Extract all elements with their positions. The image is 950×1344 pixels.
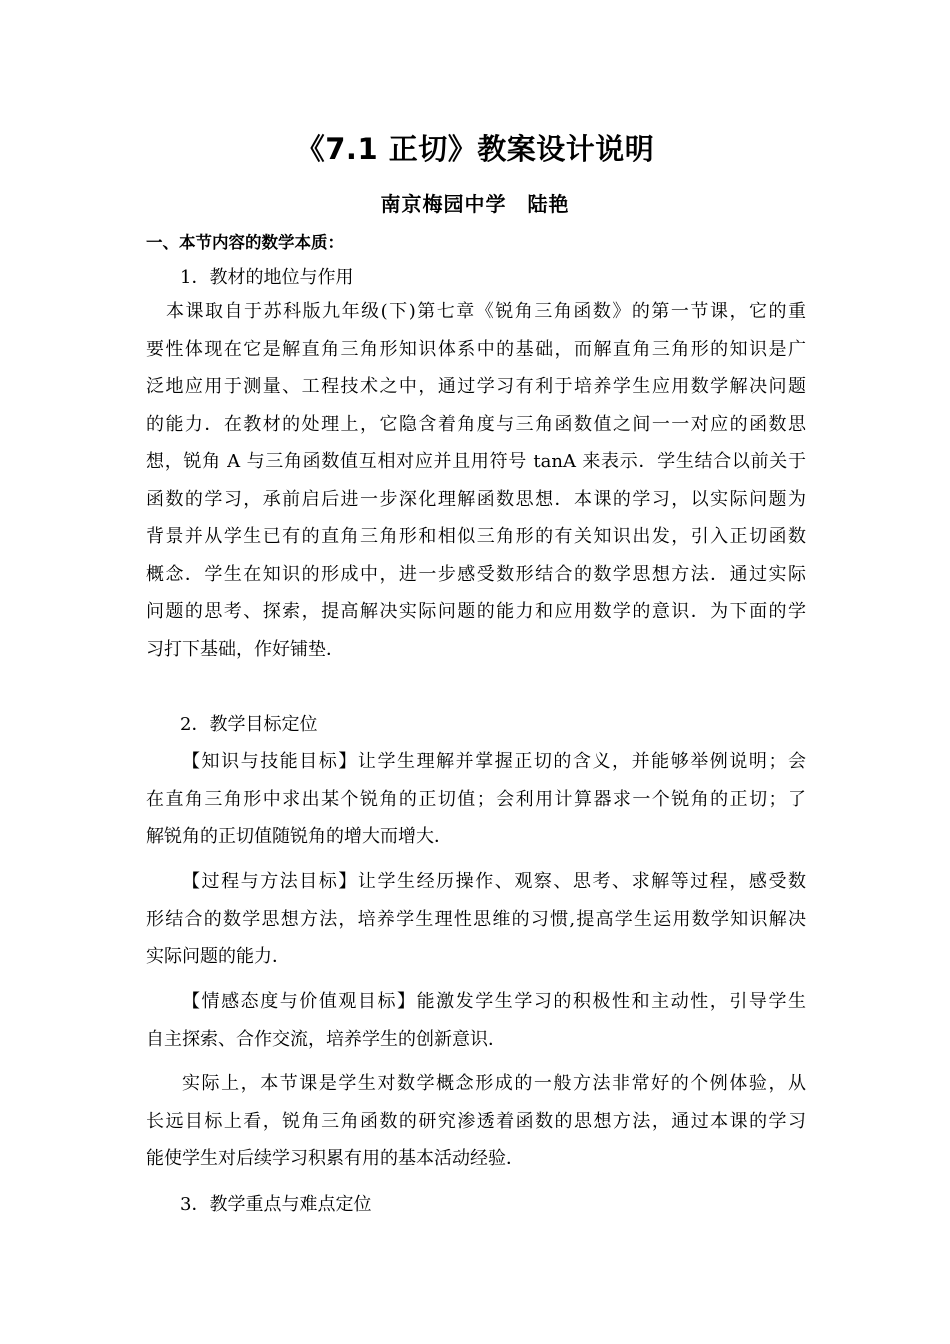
paragraph-line: 泛地应用于测量、工程技术之中，通过学习有利于培养学生应用数学解决问题: [146, 376, 806, 397]
subheading-teaching-goals: 2．教学目标定位: [180, 714, 318, 735]
subheading-textbook-role: 1．教材的地位与作用: [180, 267, 354, 288]
section-heading: 一、本节内容的数学本质：: [146, 233, 344, 252]
paragraph-line: 在直角三角形中求出某个锐角的正切值；会利用计算器求一个锐角的正切；了: [146, 788, 806, 810]
paragraph-attitude-goal: [146, 983, 806, 1058]
paragraph-line: 问题的思考、探索，提高解决实际问题的能力和应用数学的意识．为下面的学: [146, 601, 806, 622]
paragraph-line: 函数的学习，承前启后进一步深化理解函数思想．本课的学习，以实际问题为: [146, 488, 806, 510]
paragraph-line: 能使学生对后续学习积累有用的基本活动经验．: [146, 1148, 524, 1169]
subheading-key-points: 3．教学重点与难点定位: [180, 1194, 372, 1215]
paragraph-line: 实际上，本节课是学生对数学概念形成的一般方法非常好的个例体验，从: [182, 1073, 806, 1094]
paragraph-line: 【情感态度与价值观目标】能激发学生学习的积极性和主动性，引导学生: [182, 991, 806, 1012]
paragraph-line: 形结合的数学思想方法，培养学生理性思维的习惯,提高学生运用数学知识解决: [146, 908, 806, 930]
paragraph-summary: [146, 1065, 806, 1178]
paragraph-knowledge-goal: [146, 743, 806, 856]
paragraph-line: 长远目标上看，锐角三角函数的研究渗透着函数的思想方法，通过本课的学习: [146, 1110, 806, 1132]
paragraph-line: 实际问题的能力．: [146, 946, 290, 967]
paragraph-line: 背景并从学生已有的直角三角形和相似三角形的有关知识出发，引入正切函数: [146, 526, 806, 547]
paragraph-line: 习打下基础，作好铺垫．: [146, 638, 344, 660]
paragraph-line: 【过程与方法目标】让学生经历操作、观察、思考、求解等过程，感受数: [182, 871, 806, 892]
paragraph-line: 【知识与技能目标】让学生理解并掌握正切的含义，并能够举例说明；会: [182, 751, 806, 772]
paragraph-line: 自主探索、合作交流，培养学生的创新意识．: [146, 1028, 506, 1050]
paragraph-line: 本课取自于苏科版九年级(下)第七章《锐角三角函数》的第一节课，它的重: [166, 301, 806, 322]
document-title: 《7.1 正切》教案设计说明: [295, 132, 655, 166]
paragraph-line: 要性体现在它是解直角三角形知识体系中的基础，而解直角三角形的知识是广: [146, 338, 806, 360]
paragraph-line: 解锐角的正切值随锐角的增大而增大．: [146, 826, 452, 847]
paragraph-textbook-role: [146, 293, 806, 668]
author-line: 南京梅园中学 陆艳: [380, 192, 570, 216]
paragraph-process-goal: [146, 863, 806, 976]
paragraph-line: 想，锐角 A 与三角函数值互相对应并且用符号 tanA 来表示．学生结合以前关于: [146, 451, 806, 472]
paragraph-line: 的能力．在教材的处理上，它隐含着角度与三角函数值之间一一对应的函数思: [146, 413, 806, 435]
paragraph-line: 概念．学生在知识的形成中，进一步感受数形结合的数学思想方法．通过实际: [146, 563, 806, 585]
